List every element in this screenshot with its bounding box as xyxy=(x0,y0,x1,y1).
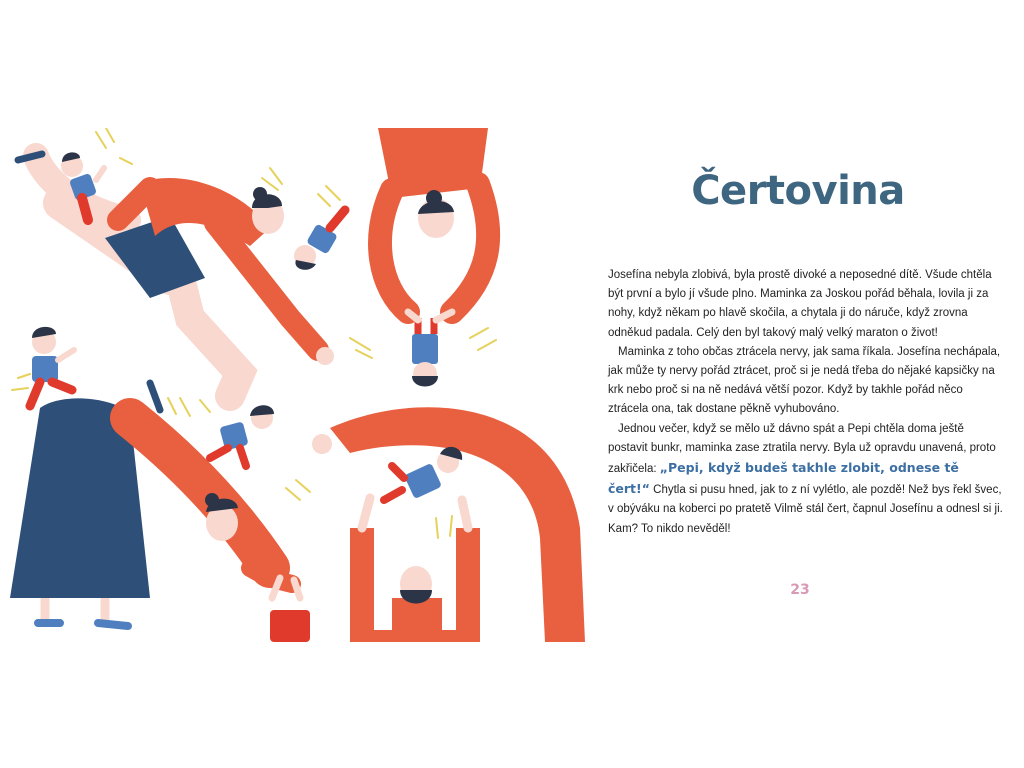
running-child-center xyxy=(210,405,274,466)
upside-down-mother-figure xyxy=(378,128,488,387)
story-text xyxy=(608,266,1004,539)
arching-mother-figure xyxy=(312,407,585,642)
paragraph-1: Josefína nebyla zlobivá, byla prostě divoké a neposedné dítě. Všude chtěla být první a bylo jí všude plno. Maminka za Joskou pořád běhala, lovila ji za nohy, když někam po hlavě skočila, a chytala ji do náruče, když zrovna odněkud padala. Celý den byl takový malý velký maraton o život! xyxy=(608,269,992,339)
text-page xyxy=(590,128,1024,642)
paragraph-3-end: Chytla si pusu hned, jak to z ní vylétlo, ale pozdě! Než bys řekl švec, v obýváku na koberci po pratetě Vilmě stál čert, čapnul Josefínu a odnesl si ji. Kam? To nikdo nevěděl! xyxy=(608,484,1003,535)
running-mother-figure xyxy=(18,154,334,410)
page-number: 23 xyxy=(790,582,810,598)
paragraph-3 xyxy=(608,420,1004,539)
shouted-quote: „Pepi, když budeš takhle zlobit, odnese tě čert!“ xyxy=(608,460,959,497)
book-spread xyxy=(0,128,1024,642)
running-child-left xyxy=(30,327,74,406)
chapter-title: Čertovina xyxy=(691,168,905,214)
illustration-page xyxy=(0,128,590,642)
bending-mother-figure xyxy=(10,398,292,626)
paragraph-2: Maminka z toho občas ztrácela nervy, jak sama říkala. Josefína nechápala, jak může ty nervy pořád ztrácet, proč si je nedá třeba do nějaké kapsičky na krk nebo proč si na ně nedává větší pozor. Když by takhle pořád něco ztrácela ona, tak dostane pěkně vyhubováno. xyxy=(608,345,1001,416)
paragraph-3-start: Jednou večer, když se mělo už dávno spát a Pepi chtěla doma ještě postavit bunkr, maminka zase ztratila nervy. Byla už opravdu unavená, proto zakřičela: xyxy=(608,422,996,476)
tumbling-child xyxy=(294,210,345,270)
mother-chasing-child-illustration xyxy=(0,128,590,642)
